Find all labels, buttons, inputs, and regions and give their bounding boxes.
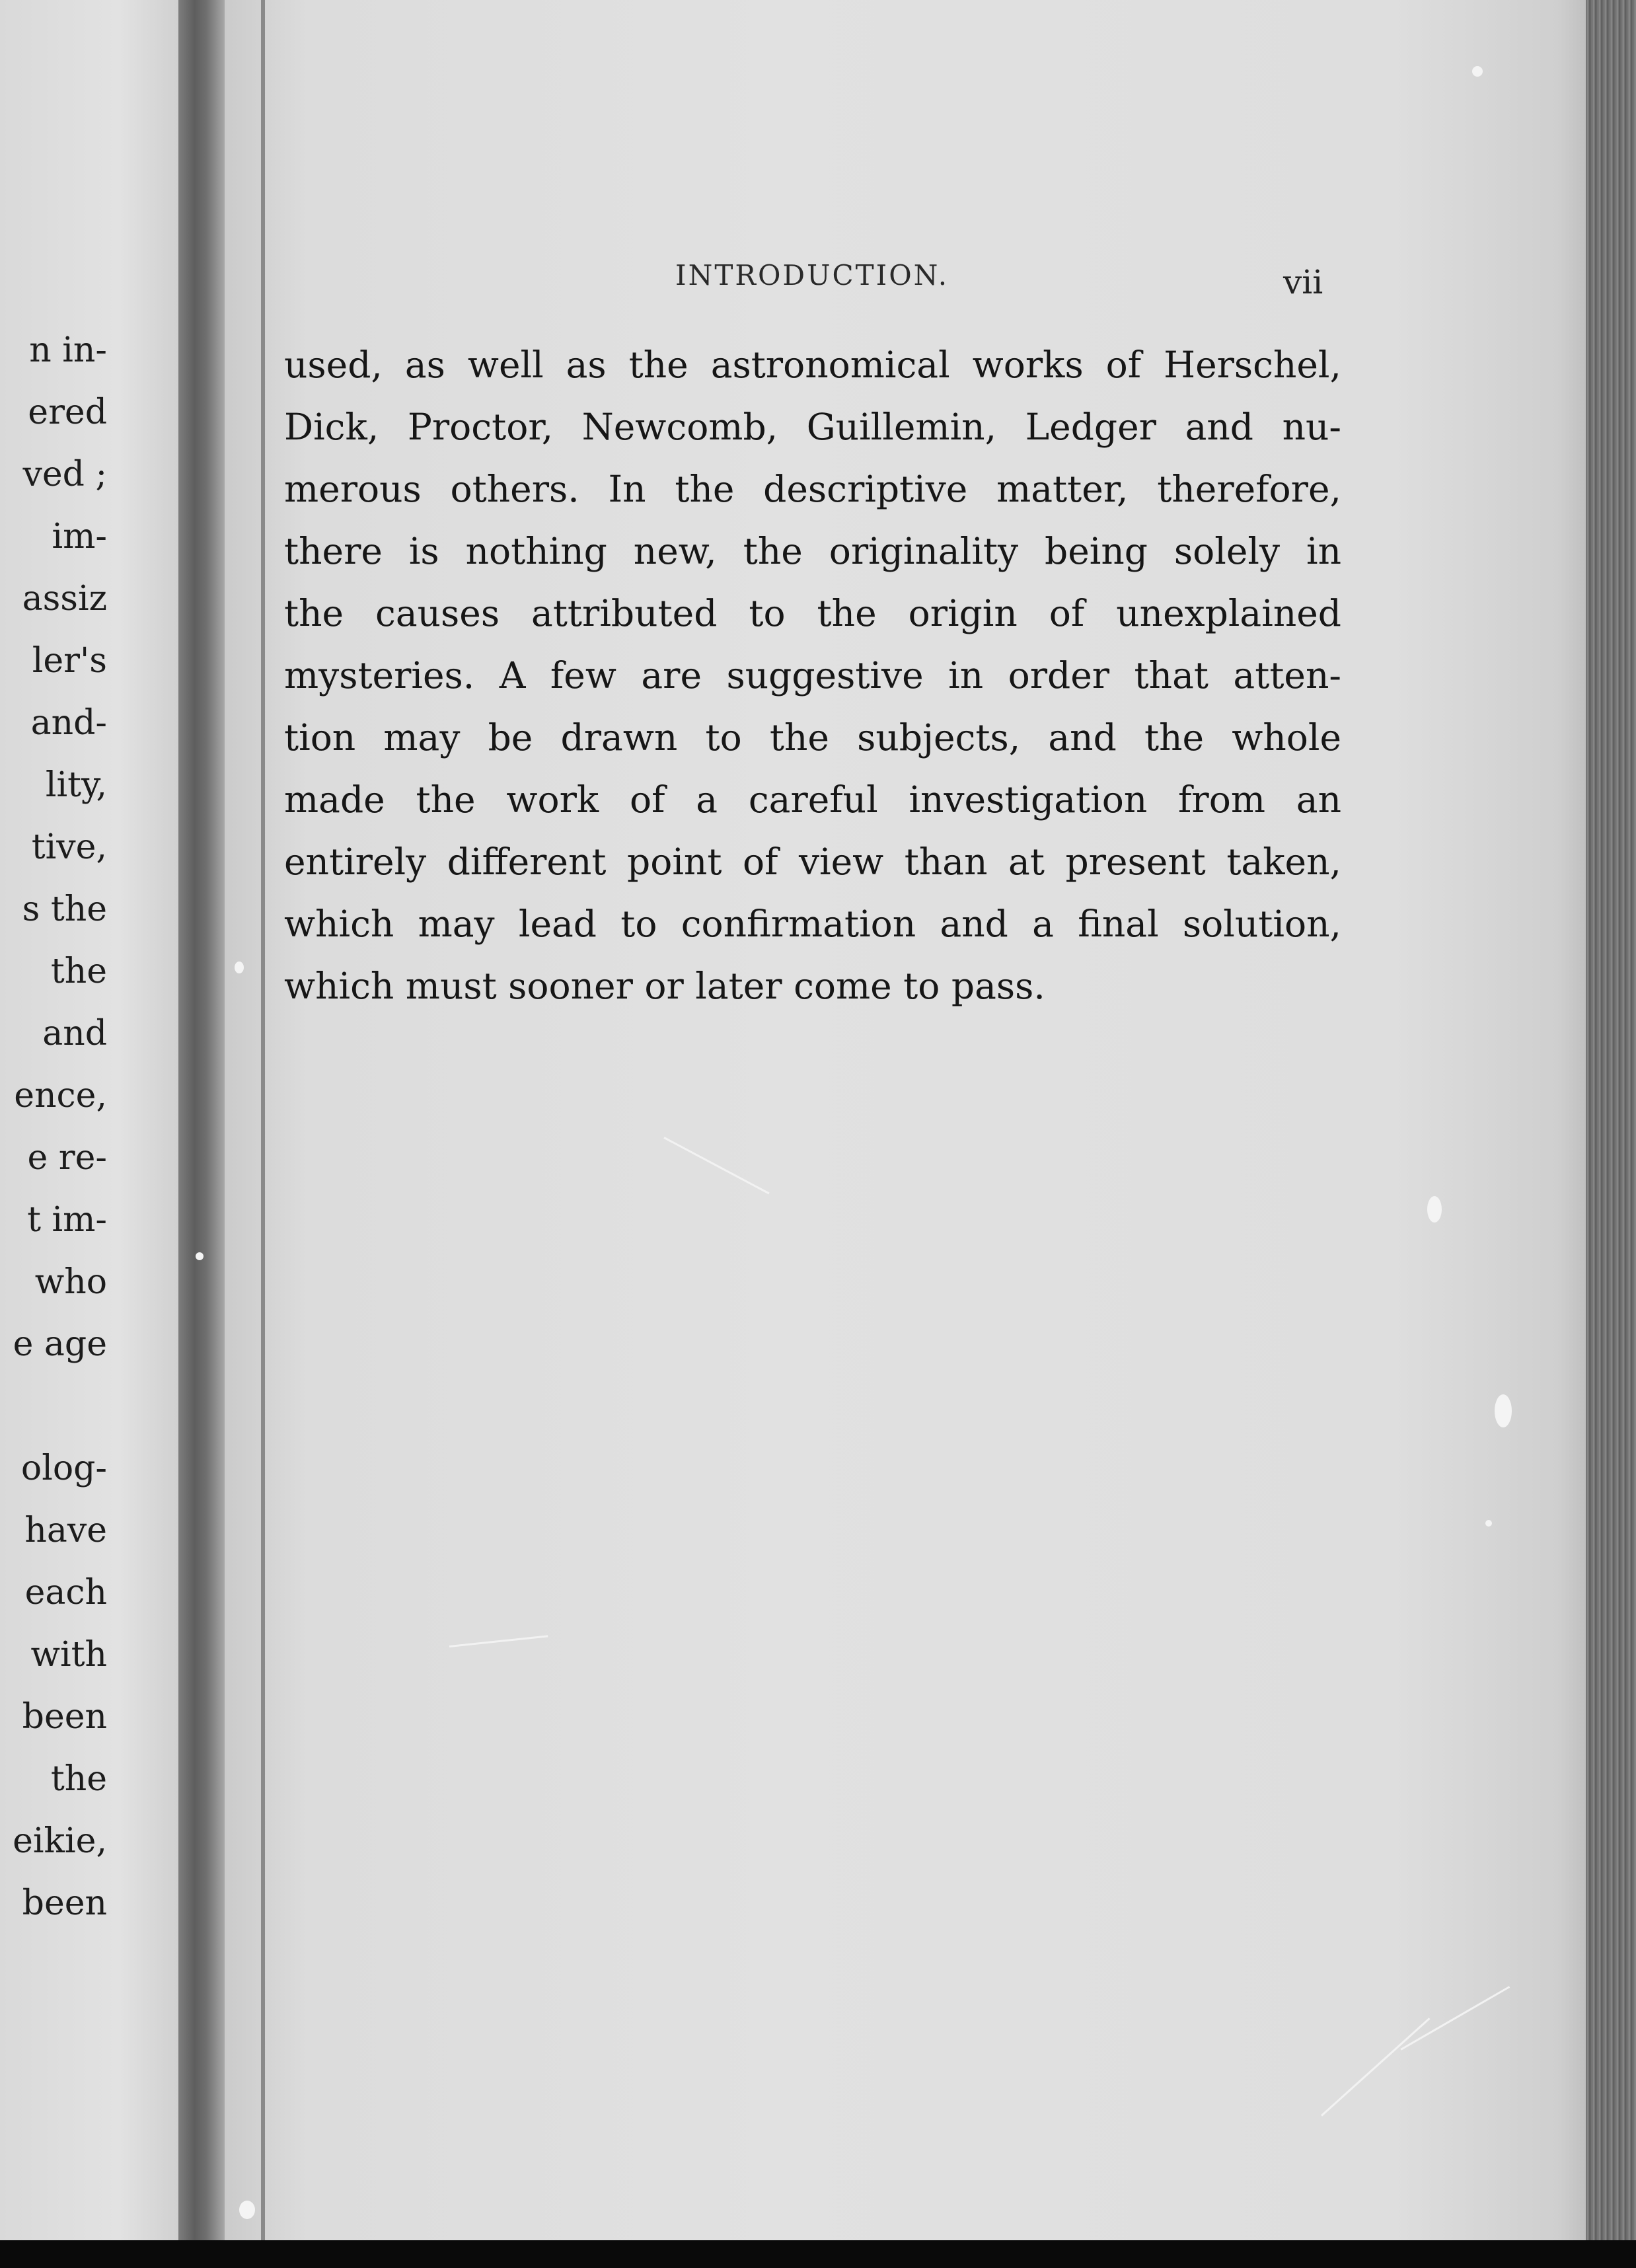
- page-fold-edge: [261, 0, 265, 2240]
- left-page-line: each: [24, 1573, 107, 1612]
- scan-speck: [1427, 1196, 1442, 1223]
- body-line: merous others. In the descriptive matter, therefore,: [284, 468, 1341, 510]
- left-page-line: been: [22, 1697, 107, 1737]
- body-line: used, as well as the astronomical works of Herschel,: [284, 344, 1341, 386]
- left-page-line: eikie,: [13, 1821, 107, 1861]
- left-page-line: have: [24, 1511, 107, 1550]
- left-page-line: and-: [30, 703, 107, 743]
- body-line: made the work of a careful investigation from an: [284, 778, 1341, 821]
- body-line: entirely different point of view than at present taken,: [284, 841, 1341, 883]
- left-page-line: t im-: [27, 1200, 107, 1240]
- scan-speck: [1485, 1520, 1492, 1527]
- left-page: [0, 0, 198, 2240]
- book-gutter: [178, 0, 225, 2240]
- left-page-line: ence,: [14, 1076, 107, 1115]
- page-number: vii: [1283, 263, 1323, 301]
- left-page-line: ered: [28, 393, 107, 432]
- body-line: which may lead to confirmation and a final solution,: [284, 903, 1341, 945]
- body-text: [284, 334, 1341, 1017]
- left-page-line: tive,: [31, 827, 107, 867]
- body-line: tion may be drawn to the subjects, and the whole: [284, 716, 1341, 759]
- body-line: which must sooner or later come to pass.: [284, 965, 1045, 1007]
- body-line: Dick, Proctor, Newcomb, Guillemin, Ledger and nu-: [284, 406, 1341, 448]
- body-line: the causes attributed to the origin of unexplained: [284, 592, 1341, 634]
- page-edges: [1586, 0, 1636, 2268]
- left-page-line: s the: [22, 889, 107, 929]
- scan-speck: [196, 1252, 204, 1260]
- scan-speck: [235, 962, 244, 973]
- left-page-line: with: [30, 1635, 107, 1675]
- left-page-line: and: [42, 1014, 107, 1053]
- left-page-line: been: [22, 1883, 107, 1923]
- left-page-line: n in-: [29, 330, 107, 370]
- left-page-line: olog-: [20, 1449, 107, 1488]
- left-page-line: assiz: [22, 579, 107, 619]
- left-page-line: the: [50, 952, 107, 991]
- left-page-line: e re-: [27, 1138, 107, 1178]
- running-head: INTRODUCTION.: [675, 259, 949, 291]
- left-page-line: ler's: [32, 641, 107, 681]
- scan-speck: [1495, 1394, 1512, 1427]
- left-page-line: who: [34, 1262, 107, 1302]
- body-line: there is nothing new, the originality being solely in: [284, 530, 1341, 572]
- left-page-line: ved ;: [22, 455, 107, 494]
- left-page-line: e age: [13, 1324, 107, 1364]
- scan-speck: [239, 2201, 255, 2219]
- bottom-shadow: [0, 2240, 1636, 2268]
- left-page-line: im-: [52, 517, 107, 556]
- left-page-line: lity,: [45, 765, 107, 805]
- left-page-line: the: [50, 1759, 107, 1799]
- body-line: mysteries. A few are suggestive in order that atten-: [284, 654, 1341, 697]
- scan-speck: [1472, 66, 1483, 77]
